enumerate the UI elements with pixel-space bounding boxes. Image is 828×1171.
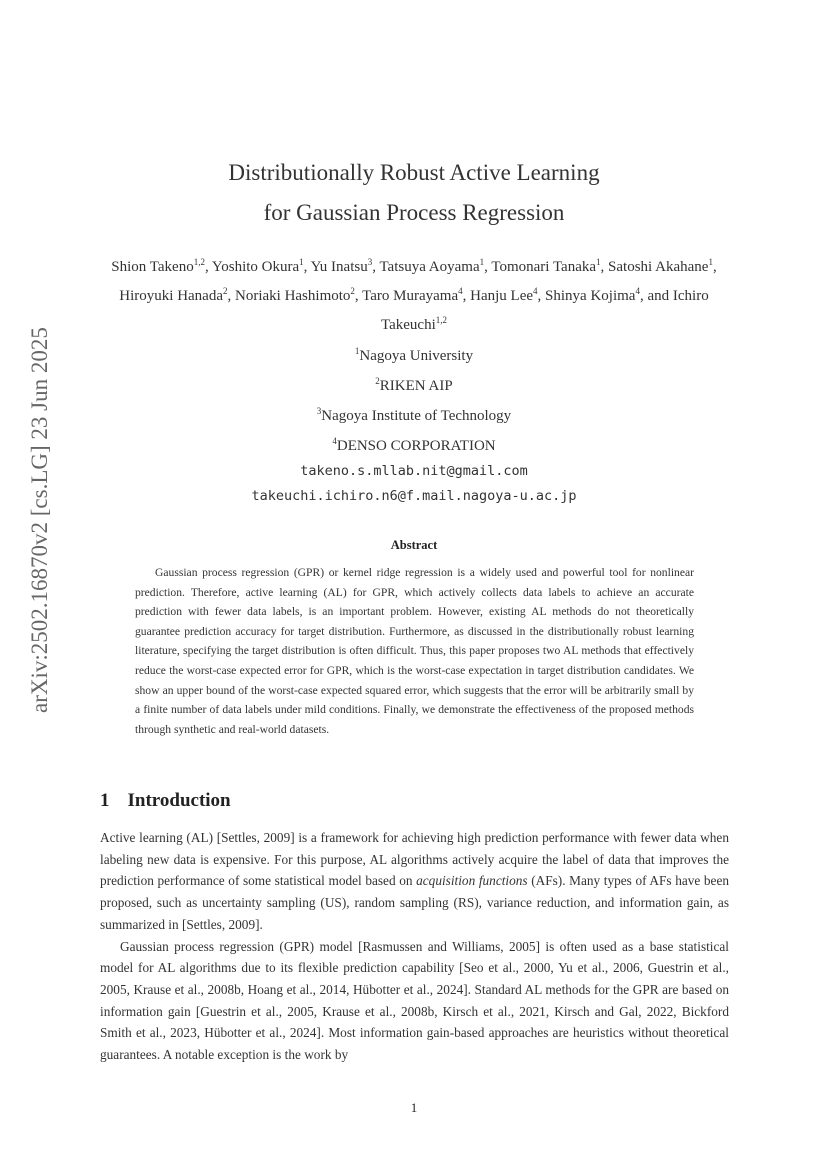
paragraph: Active learning (AL) [Settles, 2009] is a framework for achieving high prediction performance with fewer data when labeling new data is expensive. For this purpose, AL algorithms actively acquire the label of data that improves the prediction performance of some statistical model based on acquisition functions (AFs). Many types of AFs have been proposed, such as uncertainty sampling (US), random sampling (RS), variance reduction, and information gain, as summarized in [Settles, 2009].	[100, 830, 729, 932]
section-title: Introduction	[127, 790, 231, 811]
author-list	[88, 250, 740, 337]
affiliation: $^1$Nagoya University	[354, 346, 474, 364]
author: Yu Inatsu$^3$,	[310, 257, 380, 275]
email-address[interactable]: takeuchi.ichiro.n6@f.mail.nagoya-u.ac.jp	[251, 488, 577, 504]
author: Shinya Kojima$^4$, and	[545, 286, 673, 304]
section-heading	[100, 790, 231, 812]
paper-title-line2: for Gaussian Process Regression	[263, 200, 565, 225]
author: Hanju Lee$^4$,	[470, 286, 546, 304]
introduction-body	[100, 827, 729, 1066]
author: Yoshito Okura$^1$,	[211, 257, 311, 275]
author: Shion Takeno$^{1,2}$,	[111, 257, 212, 275]
affiliation: $^4$DENSO CORPORATION	[332, 436, 496, 454]
paragraph: Gaussian process regression (GPR) model [Rasmussen and Williams, 2005] is often used as a base statistical model for AL algorithms due to its flexible prediction capability [Seo et al., 2000, Yu et al., 2006, Guestrin et al., 2005, Krause et al., 2008b, Hoang et al., 2014, Hübotter et al., 2024]. Standard AL methods for the GPR are based on information gain [Guestrin et al., 2005, Krause et al., 2008b, Kirsch et al., 2021, Kirsch and Gal, 2022, Bickford Smith et al., 2023, Hübotter et al., 2024]. Most information gain-based approaches are heuristics without theoretical guarantees. A notable exception is the work by	[100, 938, 729, 1063]
author: Noriaki Hashimoto$^2$,	[235, 286, 363, 304]
arxiv-identifier: arXiv:2502.16870v2 [cs.LG] 23 Jun 2025	[27, 327, 52, 713]
abstract-heading: Abstract	[390, 538, 438, 552]
page-number: 1	[410, 1100, 418, 1115]
affiliation: $^3$Nagoya Institute of Technology	[316, 406, 512, 424]
author: Ichiro Takeuchi$^{1,2}$	[380, 288, 709, 333]
author: Hiroyuki Hanada$^2$,	[119, 286, 235, 304]
affiliation: $^2$RIKEN AIP	[375, 376, 453, 394]
section-number: 1	[100, 790, 110, 811]
paper-title-line1: Distributionally Robust Active Learning	[228, 160, 600, 185]
email-address[interactable]: takeno.s.mllab.nit@gmail.com	[300, 463, 528, 479]
author: Tatsuya Aoyama$^1$,	[379, 257, 492, 275]
affiliations	[0, 339, 828, 509]
author: Tomonari Tanaka$^1$,	[491, 257, 609, 275]
abstract-body: Gaussian process regression (GPR) or kernel ridge regression is a widely used and powerful tool for nonlinear prediction. Therefore, active learning (AL) for GPR, which actively collects data labels to achieve an accurate prediction with fewer data labels, is an important problem. However, existing AL methods do not theoretically guarantee prediction accuracy for target distribution. Furthermore, as discussed in the distributionally robust learning literature, specifying the target distribution is often difficult. Thus, this paper proposes two AL methods that effectively reduce the worst-case expected error for GPR, which is the worst-case expectation in target distribution candidates. We show an upper bound of the worst-case expected squared error, which suggests that the error will be arbitrarily small by a finite number of data labels under mild conditions. Finally, we demonstrate the effectiveness of the proposed methods through synthetic and real-world datasets.	[135, 566, 694, 736]
author: Satoshi Akahane$^1$,	[608, 257, 717, 275]
author: Taro Murayama$^4$,	[362, 286, 471, 304]
